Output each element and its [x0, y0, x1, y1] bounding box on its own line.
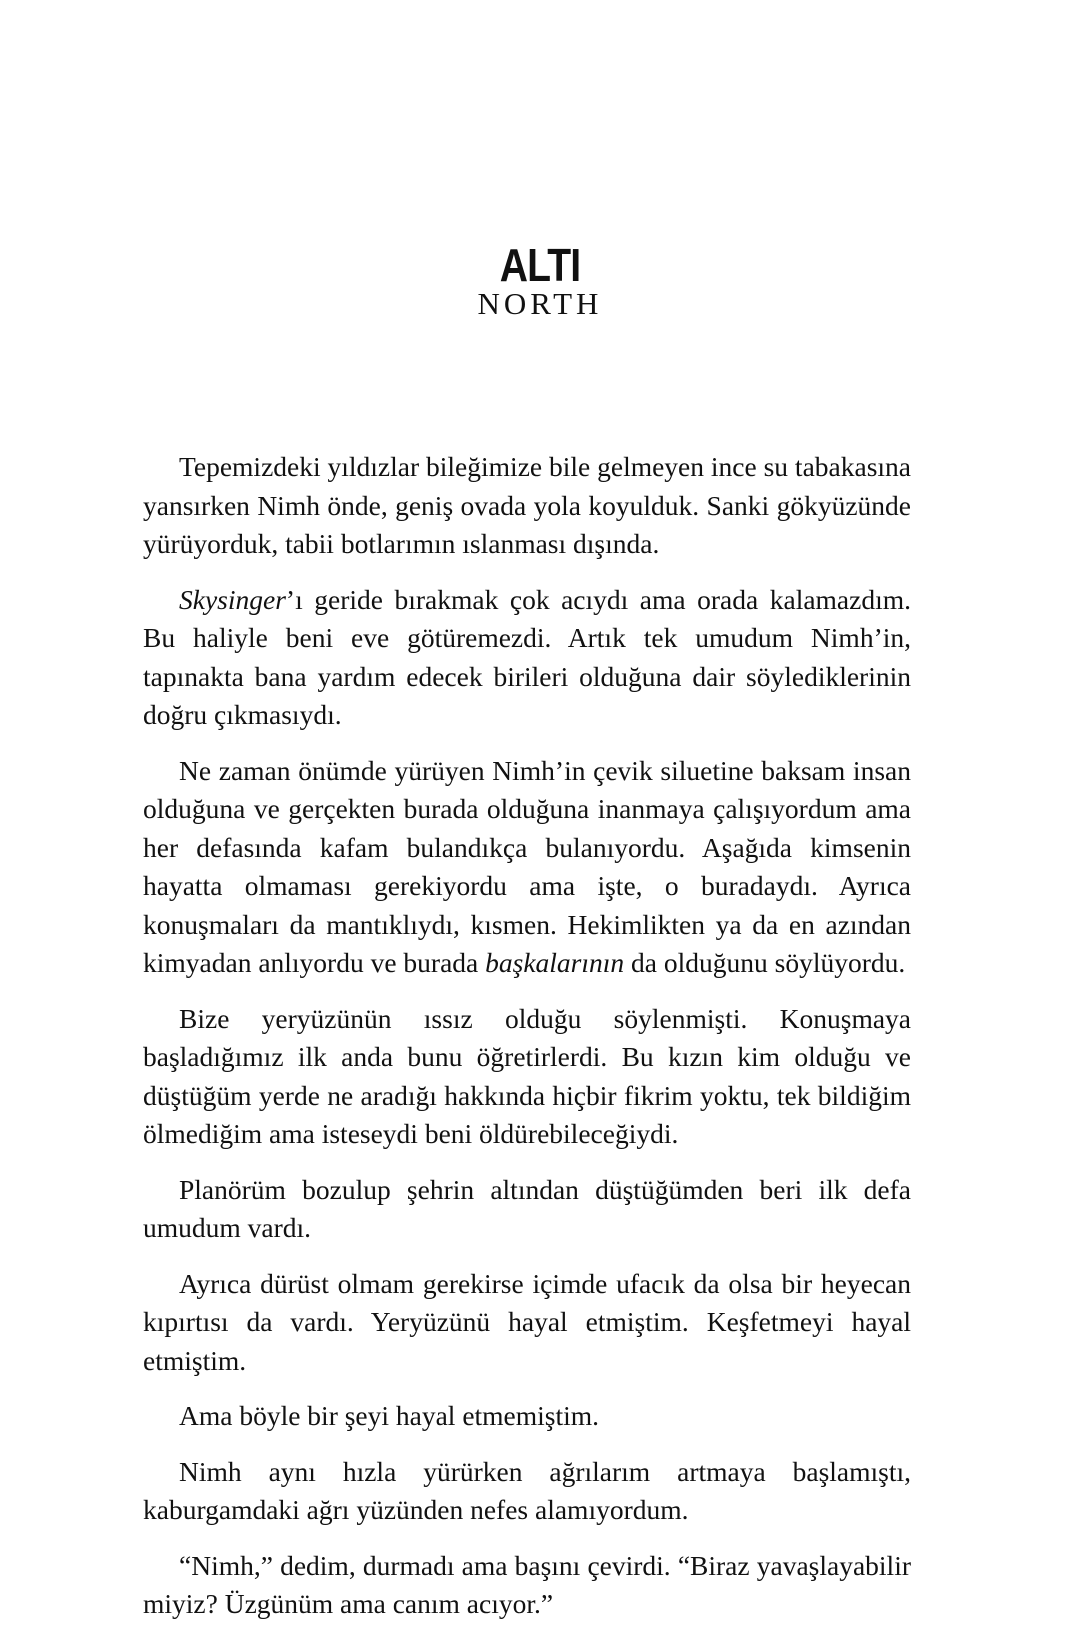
- italic-title: Skysinger: [179, 583, 286, 615]
- paragraph: Skysinger’ı geride bırakmak çok acıydı ama orada kalamazdım. Bu haliyle beni eve götüremezdi. Artık tek umudum Nimh’in, tapınakta bana yardım edecek birileri olduğuna dair söylediklerinin doğru çıkmasıydı.: [143, 583, 911, 730]
- chapter-body: [143, 448, 911, 1641]
- paragraph: Ne zaman önümde yürüyen Nimh’in çevik siluetine baksam insan olduğuna ve gerçekten burada olduğuna inanmaya çalışıyordum ama her defasında kafam bulandıkça bulanıyordu. Aşağıda kimsenin hayatta olmaması gerekiyordu ama işte, o buradaydı. Ayrıca konuşmaları da mantıklıydı, kısmen. Hekimlikten ya da en azından kimyadan anlıyordu ve burada başkalarının da olduğunu söylüyordu.: [143, 754, 911, 978]
- italic-emphasis: başkalarının: [485, 947, 625, 978]
- chapter-number: ALTI: [499, 239, 581, 291]
- paragraph: Ama böyle bir şeyi hayal etmemiştim.: [179, 1400, 600, 1431]
- paragraph: Tepemizdeki yıldızlar bileğimize bile gelmeyen ince su tabakasına yansırken Nimh önde, geniş ovada yola koyulduk. Sanki gökyüzünde yürüyorduk, tabii botlarımın ıslanması dışında.: [143, 451, 911, 559]
- paragraph: Planörüm bozulup şehrin altından düştüğümden beri ilk defa umudum vardı.: [143, 1173, 911, 1243]
- paragraph: Nimh aynı hızla yürürken ağrılarım artmaya başlamıştı, kaburgamdaki ağrı yüzünden nefes alamıyordum.: [143, 1455, 911, 1525]
- paragraph: “Nimh,” dedim, durmadı ama başını çevirdi. “Biraz yavaşlayabilir miyiz? Üzgünüm ama canım acıyor.”: [143, 1549, 911, 1619]
- chapter-title: NORTH: [477, 286, 603, 321]
- paragraph: Bize yeryüzünün ıssız olduğu söylenmişti. Konuşmaya başladığımız ilk anda bunu öğretirlerdi. Bu kızın kim olduğu ve düştüğüm yerde ne aradığı hakkında hiçbir fikrim yoktu, tek bildiğim ölmediğim ama isteseydi beni öldürebileceğiydi.: [143, 1002, 911, 1149]
- paragraph: Ayrıca dürüst olmam gerekirse içimde ufacık da olsa bir heyecan kıpırtısı da vardı. Yeryüzünü hayal etmiştim. Keşfetmeyi hayal etmiştim.: [143, 1267, 911, 1376]
